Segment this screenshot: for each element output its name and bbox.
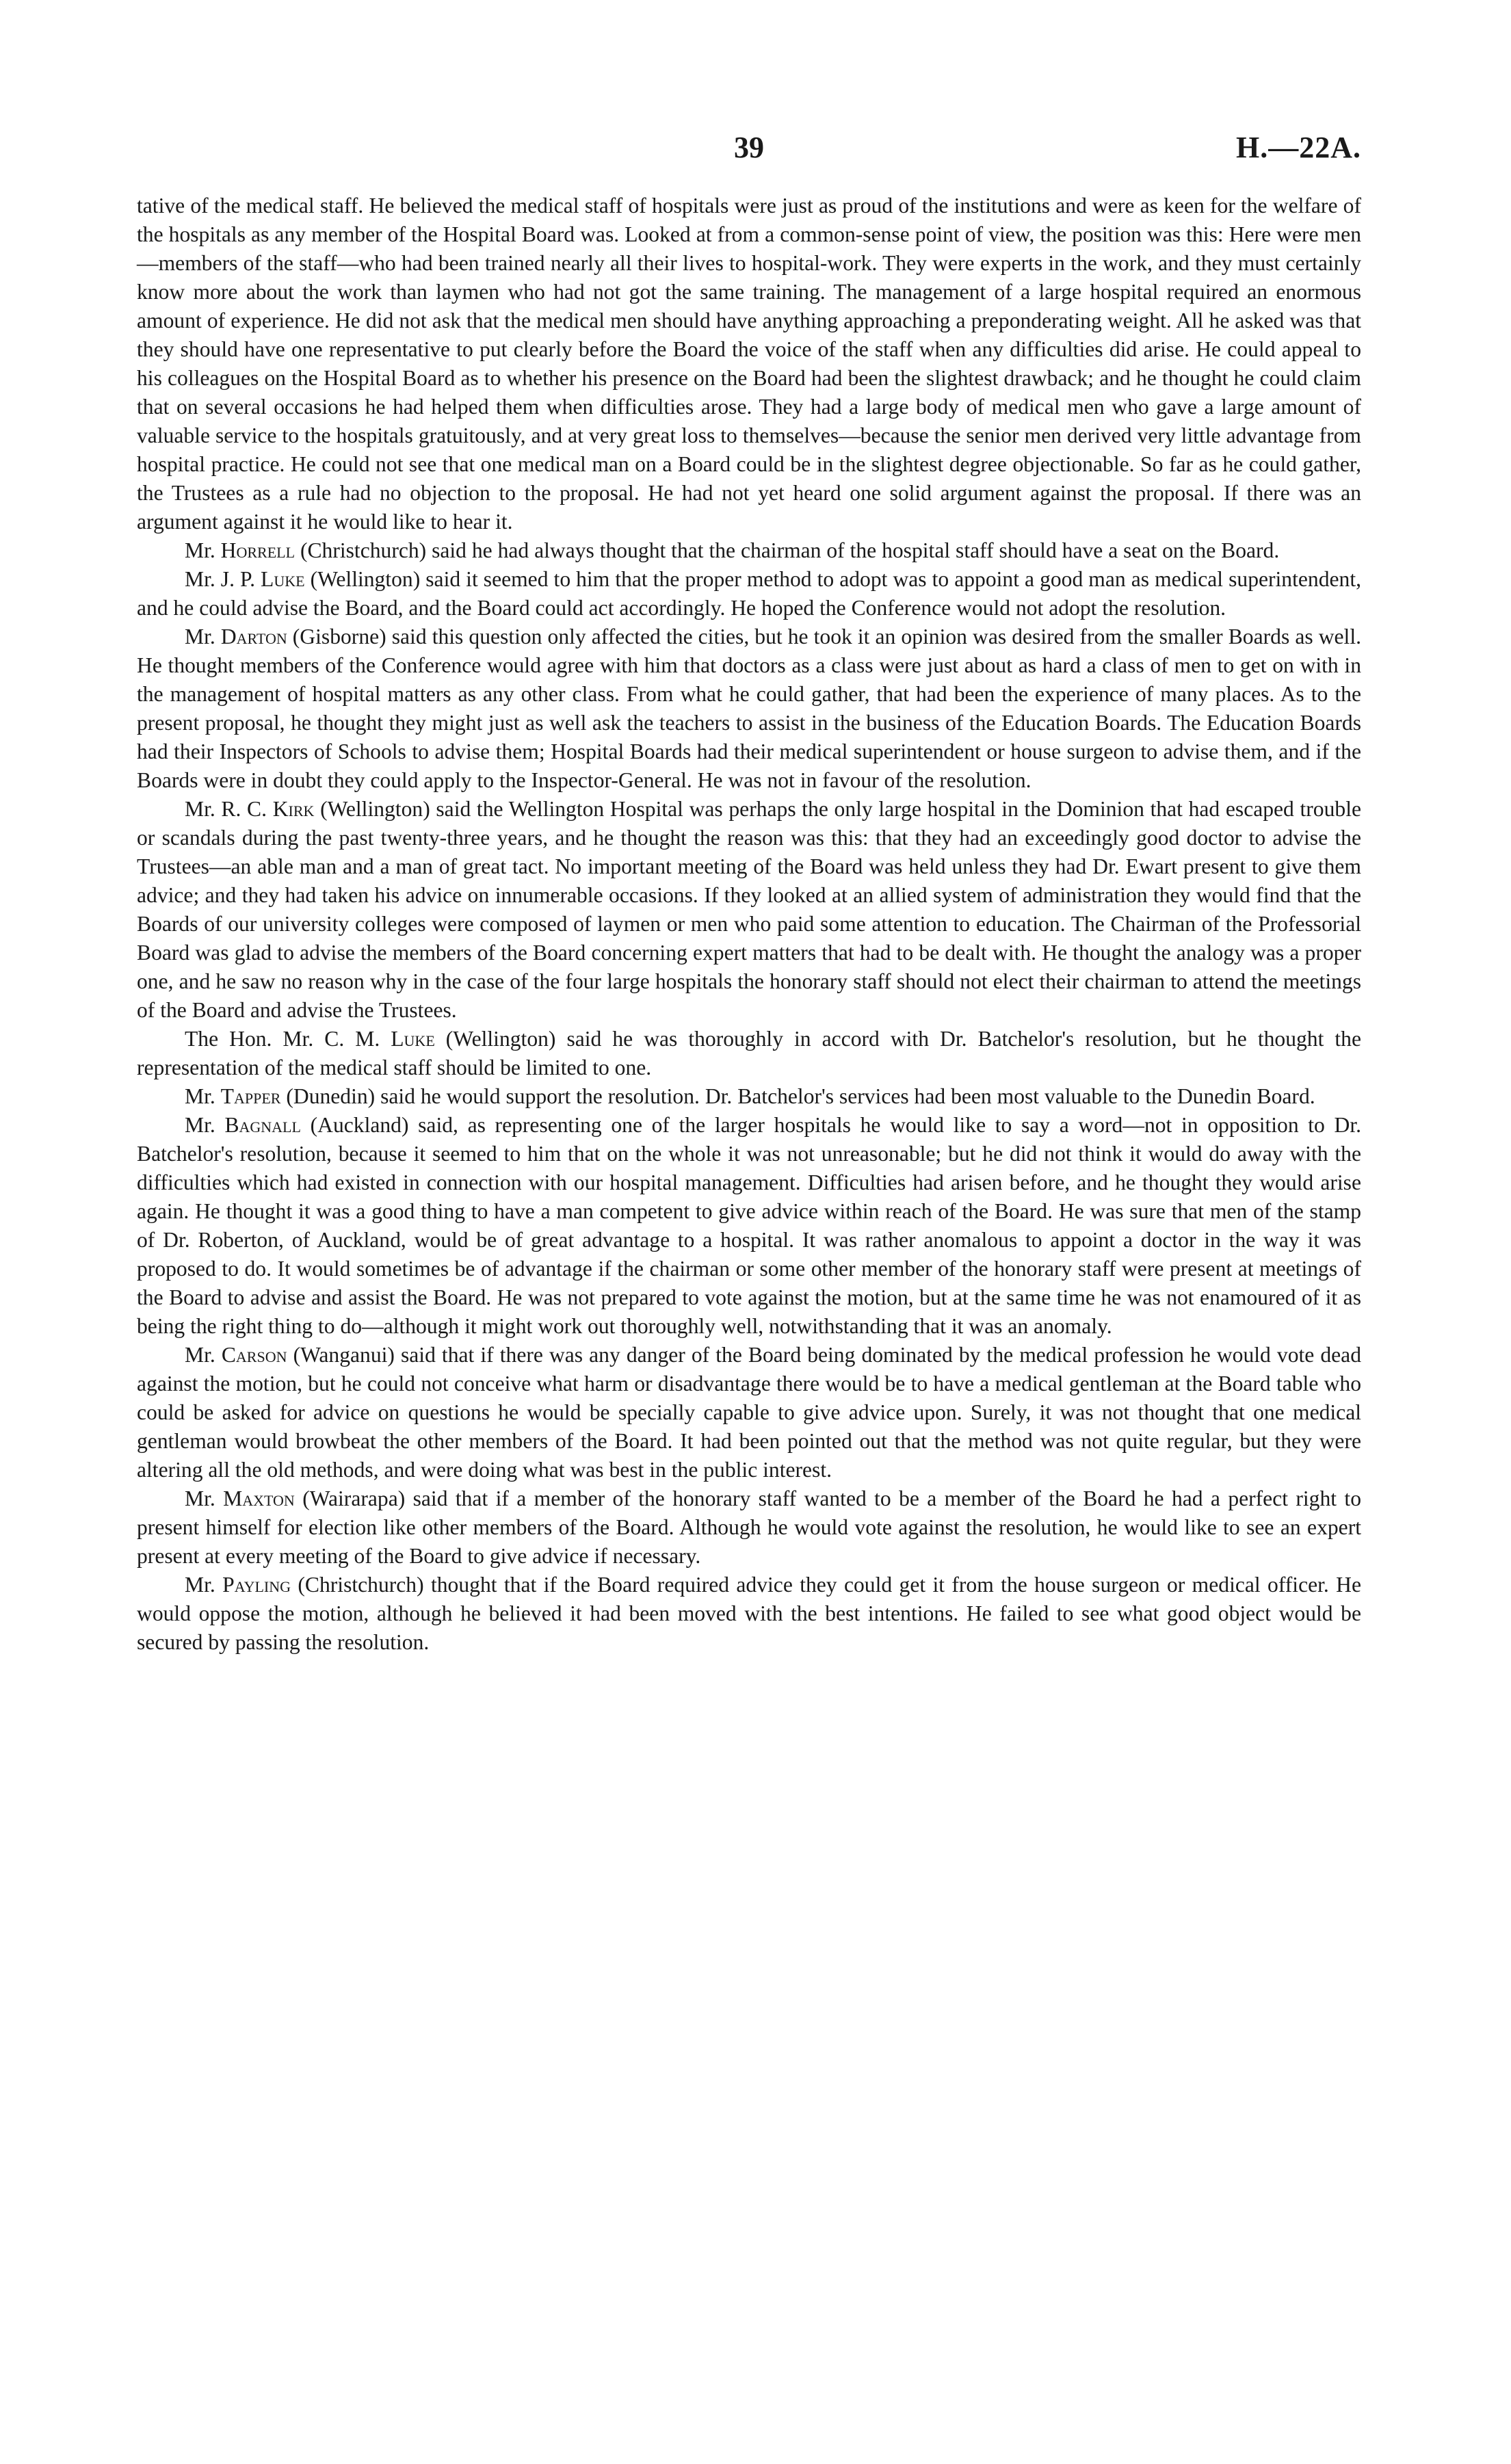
document-reference: H.—22A. [1236, 131, 1361, 164]
speaker-name: Bagnall [224, 1113, 301, 1137]
speaker-name: Darton [220, 625, 287, 648]
speaker-name: Payling [222, 1573, 291, 1597]
paragraph [137, 1571, 1361, 1657]
paragraph-text: (Wellington) said it seemed to him that the proper method to adopt was to appoint a good man as medical superintendent, and he could advise the Board, and the Board could act accordingly. He hoped the Conference would not adopt the resolution. [137, 567, 1361, 620]
page-number: 39 [734, 131, 764, 164]
speaker-prefix: Mr. [185, 538, 221, 562]
paragraph-text: (Wairarapa) said that if a member of the honorary staff wanted to be a member of the Board he had a perfect right to present himself for election like other members of the Board. Although he would vote against the resolution, he would like to see an expert present at every meeting of the Board to give advice if necessary. [137, 1486, 1361, 1568]
paragraph [137, 1341, 1361, 1484]
paragraph [137, 795, 1361, 1025]
speaker-name: Luke [261, 567, 305, 591]
speaker-name: Carson [221, 1343, 287, 1367]
paragraph [137, 1025, 1361, 1082]
speaker-prefix: Mr. [185, 1113, 225, 1137]
paragraph [137, 192, 1361, 536]
paragraph-text: (Wellington) said the Wellington Hospital was perhaps the only large hospital in the Dominion that had escaped trouble or scandals during the past twenty-three years, and he thought the reason was this: that they had an exceedingly good doctor to advise the Trustees—an able man and a man of great tact. No important meeting of the Board was held unless they had Dr. Ewart present to give them advice; and they had taken his advice on innumerable occasions. If they looked at an allied system of administration they would find that the Boards of our university colleges were composed of laymen or men who paid some attention to education. The Chairman of the Professorial Board was glad to advise the members of the Board concerning expert matters that had to be dealt with. He thought the analogy was a proper one, and he saw no reason why in the case of the four large hospitals the honorary staff should not elect their chairman to attend the meetings of the Board and advise the Trustees. [137, 797, 1361, 1022]
speaker-prefix: Mr. [185, 1084, 221, 1108]
page-header [137, 130, 1361, 171]
paragraph-text: (Wanganui) said that if there was any danger of the Board being dominated by the medical profession he would vote dead against the motion, but he could not conceive what harm or disadvantage there would be to have a medical gentleman at the Board table who could be asked for advice on questions he would be specially capable to give advice upon. Surely, it was not thought that one medical gentleman would browbeat the other members of the Board. It had been pointed out that the method was not quite regular, but they were altering all the old methods, and were doing what was best in the public interest. [137, 1343, 1361, 1482]
speaker-prefix: Mr. J. P. [185, 567, 261, 591]
paragraph-text: (Gisborne) said this question only affected the cities, but he took it an opinion was desired from the smaller Boards as well. He thought members of the Conference would agree with him that doctors as a class were just about as hard a class of men to get on with in the management of hospital matters as any other class. From what he could gather, that had been the experience of many places. As to the present proposal, he thought they might just as well ask the teachers to assist in the business of the Education Boards. The Education Boards had their Inspectors of Schools to advise them; Hospital Boards had their medical superintendent or house surgeon to advise them, and if the Boards were in doubt they could apply to the Inspector-General. He was not in favour of the resolution. [137, 625, 1361, 792]
paragraph [137, 1111, 1361, 1341]
paragraph [137, 536, 1361, 565]
paragraph [137, 622, 1361, 795]
paragraph-text: (Dunedin) said he would support the resolution. Dr. Batchelor's services had been most valuable to the Dunedin Board. [280, 1084, 1315, 1108]
speaker-prefix: Mr. [185, 625, 221, 648]
paragraph-text: tative of the medical staff. He believed the medical staff of hospitals were just as proud of the institutions and were as keen for the welfare of the hospitals as any member of the Hospital Board was. Looked at from a common-sense point of view, the position was this: Here were men—members of the staff—who had been trained nearly all their lives to hospital-work. They were experts in the work, and they must certainly know more about the work than laymen who had not got the same training. The management of a large hospital required an enormous amount of experience. He did not ask that the medical men should have anything approaching a preponderating weight. All he asked was that they should have one representative to put clearly before the Board the voice of the staff when any difficulties did arise. He could appeal to his colleagues on the Hospital Board as to whether his presence on the Board had been the slightest drawback; and he thought he could claim that on several occasions he had helped them when difficulties arose. They had a large body of medical men who gave a large amount of valuable service to the hospitals gratuitously, and at very great loss to themselves—because the senior men derived very little advantage from hospital practice. He could not see that one medical man on a Board could be in the slightest degree objectionable. So far as he could gather, the Trustees as a rule had no objection to the proposal. He had not yet heard one solid argument against the proposal. If there was an argument against it he would like to hear it. [137, 194, 1361, 534]
speaker-prefix: Mr. R. C. [185, 797, 273, 821]
speaker-prefix: The Hon. Mr. C. M. [185, 1027, 391, 1051]
paragraph-text: (Auckland) said, as representing one of the larger hospitals he would like to say a word—not in opposition to Dr. Batchelor's resolution, because it seemed to him that on the whole it was not unreasonable; but he did not think it would do away with the difficulties which had existed in connection with our hospital management. Difficulties had arisen before, and he thought they would arise again. He thought it was a good thing to have a man competent to give advice within reach of the Board. He was sure that men of the stamp of Dr. Roberton, of Auckland, would be of great advantage to a hospital. It was rather anomalous to appoint a doctor in the way it was proposed to do. It would sometimes be of advantage if the chairman or some other member of the honorary staff were present at meetings of the Board to advise and assist the Board. He was not prepared to vote against the motion, but at the same time he was not enamoured of it as being the right thing to do—although it might work out thoroughly well, notwithstanding that it was an anomaly. [137, 1113, 1361, 1338]
speaker-name: Horrell [220, 538, 295, 562]
paragraph-text: (Wellington) said he was thoroughly in accord with Dr. Batchelor's resolution, but he thought the representation of the medical staff should be limited to one. [137, 1027, 1361, 1079]
speaker-name: Kirk [272, 797, 315, 821]
speaker-name: Maxton [223, 1486, 295, 1510]
document-body [137, 192, 1361, 1657]
speaker-prefix: Mr. [185, 1486, 224, 1510]
speaker-prefix: Mr. [185, 1573, 223, 1597]
paragraph [137, 1484, 1361, 1571]
paragraph [137, 565, 1361, 622]
paragraph-text: (Christchurch) thought that if the Board required advice they could get it from the house surgeon or medical officer. He would oppose the motion, although he believed it had been moved with the best intentions. He failed to see what good object would be secured by passing the resolution. [137, 1573, 1362, 1654]
paragraph [137, 1082, 1361, 1111]
paragraph-text: (Christchurch) said he had always thought that the chairman of the hospital staff should have a seat on the Board. [295, 538, 1280, 562]
speaker-prefix: Mr. [185, 1343, 222, 1367]
speaker-name: Tapper [220, 1084, 281, 1108]
speaker-name: Luke [391, 1027, 435, 1051]
